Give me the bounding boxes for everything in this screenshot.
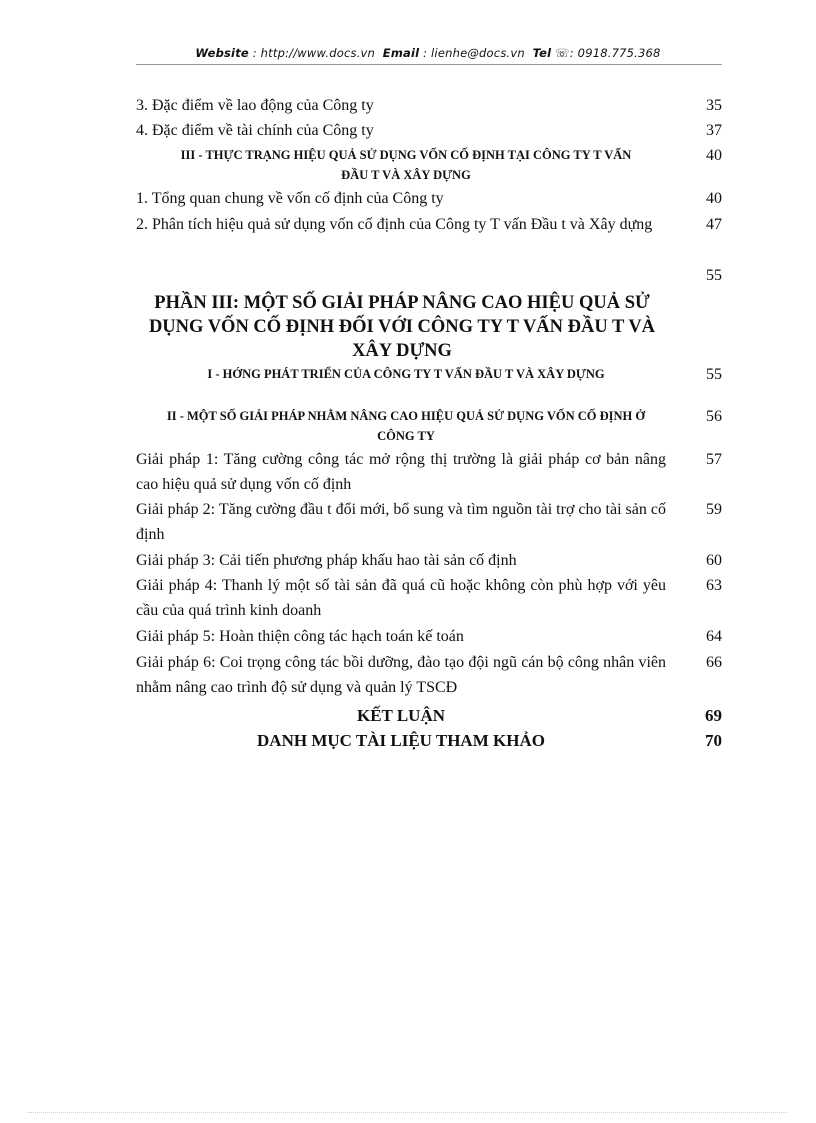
email-label: Email <box>382 46 420 60</box>
toc-entry-text: III - THỰC TRẠNG HIỆU QUẢ SỬ DỤNG VỐN CỐ ĐỊNH TẠI CÔNG TY T VẤN ĐẦU T VÀ XÂY DỰNG <box>180 148 632 182</box>
toc-entry-text: KẾT LUẬN <box>356 706 445 725</box>
header-divider <box>136 64 722 65</box>
toc-entry-page: 56 <box>706 408 722 425</box>
toc-entry-page: 70 <box>705 731 722 750</box>
toc-entry-text: Giải pháp 1: Tăng cường công tác mở rộng thị trường là giải pháp cơ bản nâng cao hiệu quả sử dụng vốn cố định <box>136 451 666 493</box>
page-header <box>136 46 720 60</box>
toc-entry-text: 3. Đặc điểm về lao động của Công ty <box>136 97 374 114</box>
toc-entry-page: 35 <box>706 97 722 114</box>
toc-entry-page: 57 <box>706 451 722 468</box>
toc-entry-page: 37 <box>706 122 722 139</box>
toc-entry-page: 47 <box>706 216 722 233</box>
toc-entry-page: 63 <box>706 577 722 594</box>
toc-entry-text: Giải pháp 5: Hoàn thiện công tác hạch toán kế toán <box>136 628 464 645</box>
toc-entry-text: Giải pháp 3: Cải tiến phương pháp khấu hao tài sản cố định <box>136 552 517 569</box>
toc-entry-text: 1. Tổng quan chung về vốn cố định của Công ty <box>136 190 444 207</box>
toc-entry-page: 40 <box>706 190 722 207</box>
footer-divider <box>28 1112 788 1113</box>
toc-entry-page: 55 <box>706 267 722 284</box>
toc-entry-page: 40 <box>706 147 722 164</box>
phone-icon: ☏ <box>555 46 570 60</box>
website-value[interactable]: : http://www.docs.vn <box>252 46 376 60</box>
toc-entry-text: II - MỘT SỐ GIẢI PHÁP NHẰM NÂNG CAO HIỆU QUẢ SỬ DỤNG VỐN CỐ ĐỊNH Ở CÔNG TY <box>166 409 646 443</box>
tel-label: Tel <box>532 46 552 60</box>
toc-entry-page: 60 <box>706 552 722 569</box>
website-label: Website <box>195 46 249 60</box>
toc-entry-text: DANH MỤC TÀI LIỆU THAM KHẢO <box>257 731 545 750</box>
toc-entry-text: PHẦN III: MỘT SỐ GIẢI PHÁP NÂNG CAO HIỆU QUẢ SỬ DỤNG VỐN CỐ ĐỊNH ĐỐI VỚI CÔNG TY T VẤN ĐẦU T VÀ XÂY DỰNG <box>148 293 656 361</box>
toc-entry-text: I - HỚNG PHÁT TRIỂN CỦA CÔNG TY T VẤN ĐẦU T VÀ XÂY DỰNG <box>207 367 605 381</box>
toc-entry-text: 4. Đặc điểm về tài chính của Công ty <box>136 122 374 139</box>
toc-entry-page: 66 <box>706 654 722 671</box>
toc-entry-text: Giải pháp 4: Thanh lý một số tài sản đã quá cũ hoặc không còn phù hợp với yêu cầu của quá trình kinh doanh <box>136 577 666 619</box>
toc-entry-page: 55 <box>706 366 722 383</box>
toc-entry-page: 69 <box>705 706 722 725</box>
toc-entry-text: Giải pháp 6: Coi trọng công tác bồi dưỡng, đào tạo đội ngũ cán bộ công nhân viên nhằm nâng cao trình độ sử dụng và quản lý TSCĐ <box>136 654 666 696</box>
toc-entry-page: 64 <box>706 628 722 645</box>
tel-value: : 0918.775.368 <box>569 46 661 60</box>
email-value[interactable]: : lienhe@docs.vn <box>423 46 525 60</box>
toc-entry-text: 2. Phân tích hiệu quả sử dụng vốn cố định của Công ty T vấn Đầu t và Xây dựng <box>136 216 653 233</box>
toc-entry-text: Giải pháp 2: Tăng cường đầu t đổi mới, bổ sung và tìm nguồn tài trợ cho tài sản cố định <box>136 501 666 543</box>
toc-entry-page: 59 <box>706 501 722 518</box>
